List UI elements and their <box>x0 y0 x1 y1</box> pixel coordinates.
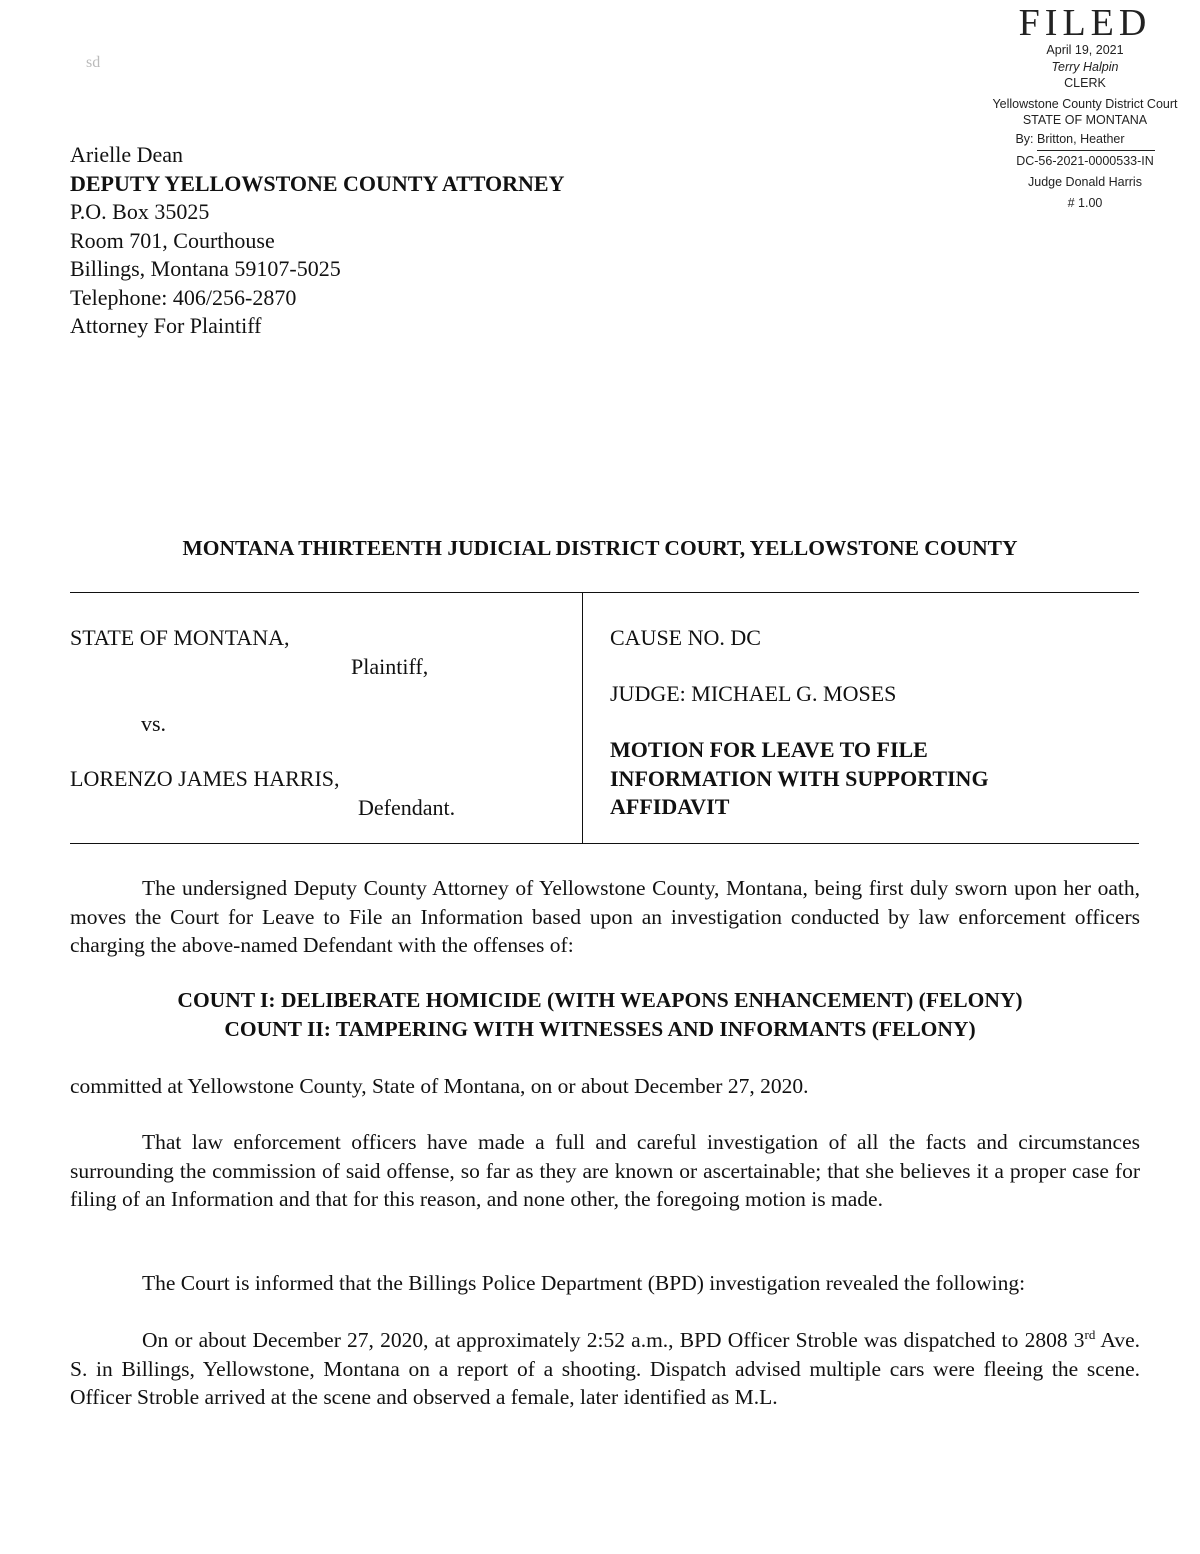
filed-stamp-title: FILED <box>1018 2 1152 44</box>
intro-text: The undersigned Deputy County Attorney of Yellowstone County, Montana, being first duly sworn upon her oath, moves the Court for Leave to File an Information based upon an investigation conducted by law enforcement officers charging the above-named Defendant with the offenses of: <box>70 876 1140 957</box>
defendant-name: LORENZO JAMES HARRIS, <box>70 766 340 791</box>
attorney-name: Arielle Dean <box>70 142 183 167</box>
plaintiff-name: STATE OF MONTANA, <box>70 625 290 650</box>
filed-by-label: By: <box>1015 131 1034 146</box>
clerk-title: CLERK <box>1064 76 1106 90</box>
plaintiff-label: Plaintiff, <box>351 654 429 679</box>
filed-state: STATE OF MONTANA <box>1022 113 1148 127</box>
investigation-text: That law enforcement officers have made a full and careful investigation of all the facts and circumstances surrounding the commission of said offense, so far as they are known or ascertainable; that she believes it a proper case for filing of an Information and that for this reason, and none other, the foregoing motion is made. <box>70 1130 1140 1211</box>
informed-paragraph <box>70 1269 1140 1298</box>
defendant-label: Defendant. <box>358 795 456 820</box>
caption-top-rule <box>70 592 1139 593</box>
committed-line: committed at Yellowstone County, State of Montana, on or about December 27, 2020. <box>70 1074 809 1098</box>
informed-text: The Court is informed that the Billings Police Department (BPD) investigation revealed the following: <box>142 1271 1026 1295</box>
investigation-paragraph <box>70 1128 1140 1214</box>
attorney-telephone: Telephone: 406/256-2870 <box>70 284 297 310</box>
corner-mark: sd <box>86 54 101 71</box>
facts-superscript: rd <box>1084 1326 1096 1342</box>
filed-by <box>975 129 1195 151</box>
attorney-role: Attorney For Plaintiff <box>70 313 262 338</box>
court-title: MONTANA THIRTEENTH JUDICIAL DISTRICT COURT, YELLOWSTONE COUNTY <box>182 536 1018 560</box>
motion-title: MOTION FOR LEAVE TO FILE INFORMATION WITH SUPPORTING AFFIDAVIT <box>610 737 989 819</box>
clerk-name: Terry Halpin <box>1051 59 1119 74</box>
attorney-room: Room 701, Courthouse <box>70 227 275 253</box>
intro-paragraph <box>70 874 1140 960</box>
filed-court: Yellowstone County District Court <box>992 96 1178 111</box>
count-1: COUNT I: DELIBERATE HOMICIDE (WITH WEAPONS ENHANCEMENT) (FELONY) <box>177 988 1023 1012</box>
judge-line: JUDGE: MICHAEL G. MOSES <box>610 681 897 706</box>
filed-date: April 19, 2021 <box>1046 43 1124 57</box>
attorney-title: DEPUTY YELLOWSTONE COUNTY ATTORNEY <box>70 170 565 196</box>
attorney-city: Billings, Montana 59107-5025 <box>70 256 341 281</box>
versus: vs. <box>141 711 167 736</box>
filed-by-name: Britton, Heather <box>1037 129 1155 151</box>
attorney-po-box: P.O. Box 35025 <box>70 199 210 224</box>
filed-doc-number: # 1.00 <box>1067 195 1103 210</box>
facts-paragraph <box>70 1326 1140 1412</box>
facts-text-2: Ave. S. in Billings, Yellowstone, Montana on a report of a shooting. Dispatch advised multiple cars were fleeing the scene. Officer Stroble arrived at the scene and observed a female, later identified as M.L. <box>70 1328 1140 1409</box>
filed-case-number: DC-56-2021-0000533-IN <box>1016 153 1154 168</box>
caption-divider <box>582 593 583 843</box>
cause-number: CAUSE NO. DC <box>610 625 761 650</box>
count-2: COUNT II: TAMPERING WITH WITNESSES AND INFORMANTS (FELONY) <box>224 1017 976 1041</box>
attorney-block <box>70 141 564 341</box>
filed-judge: Judge Donald Harris <box>1028 174 1142 189</box>
facts-text-1: On or about December 27, 2020, at approximately 2:52 a.m., BPD Officer Stroble was dispatched to 2808 3 <box>142 1328 1085 1352</box>
caption-bottom-rule <box>70 843 1139 844</box>
filed-stamp <box>975 4 1195 214</box>
